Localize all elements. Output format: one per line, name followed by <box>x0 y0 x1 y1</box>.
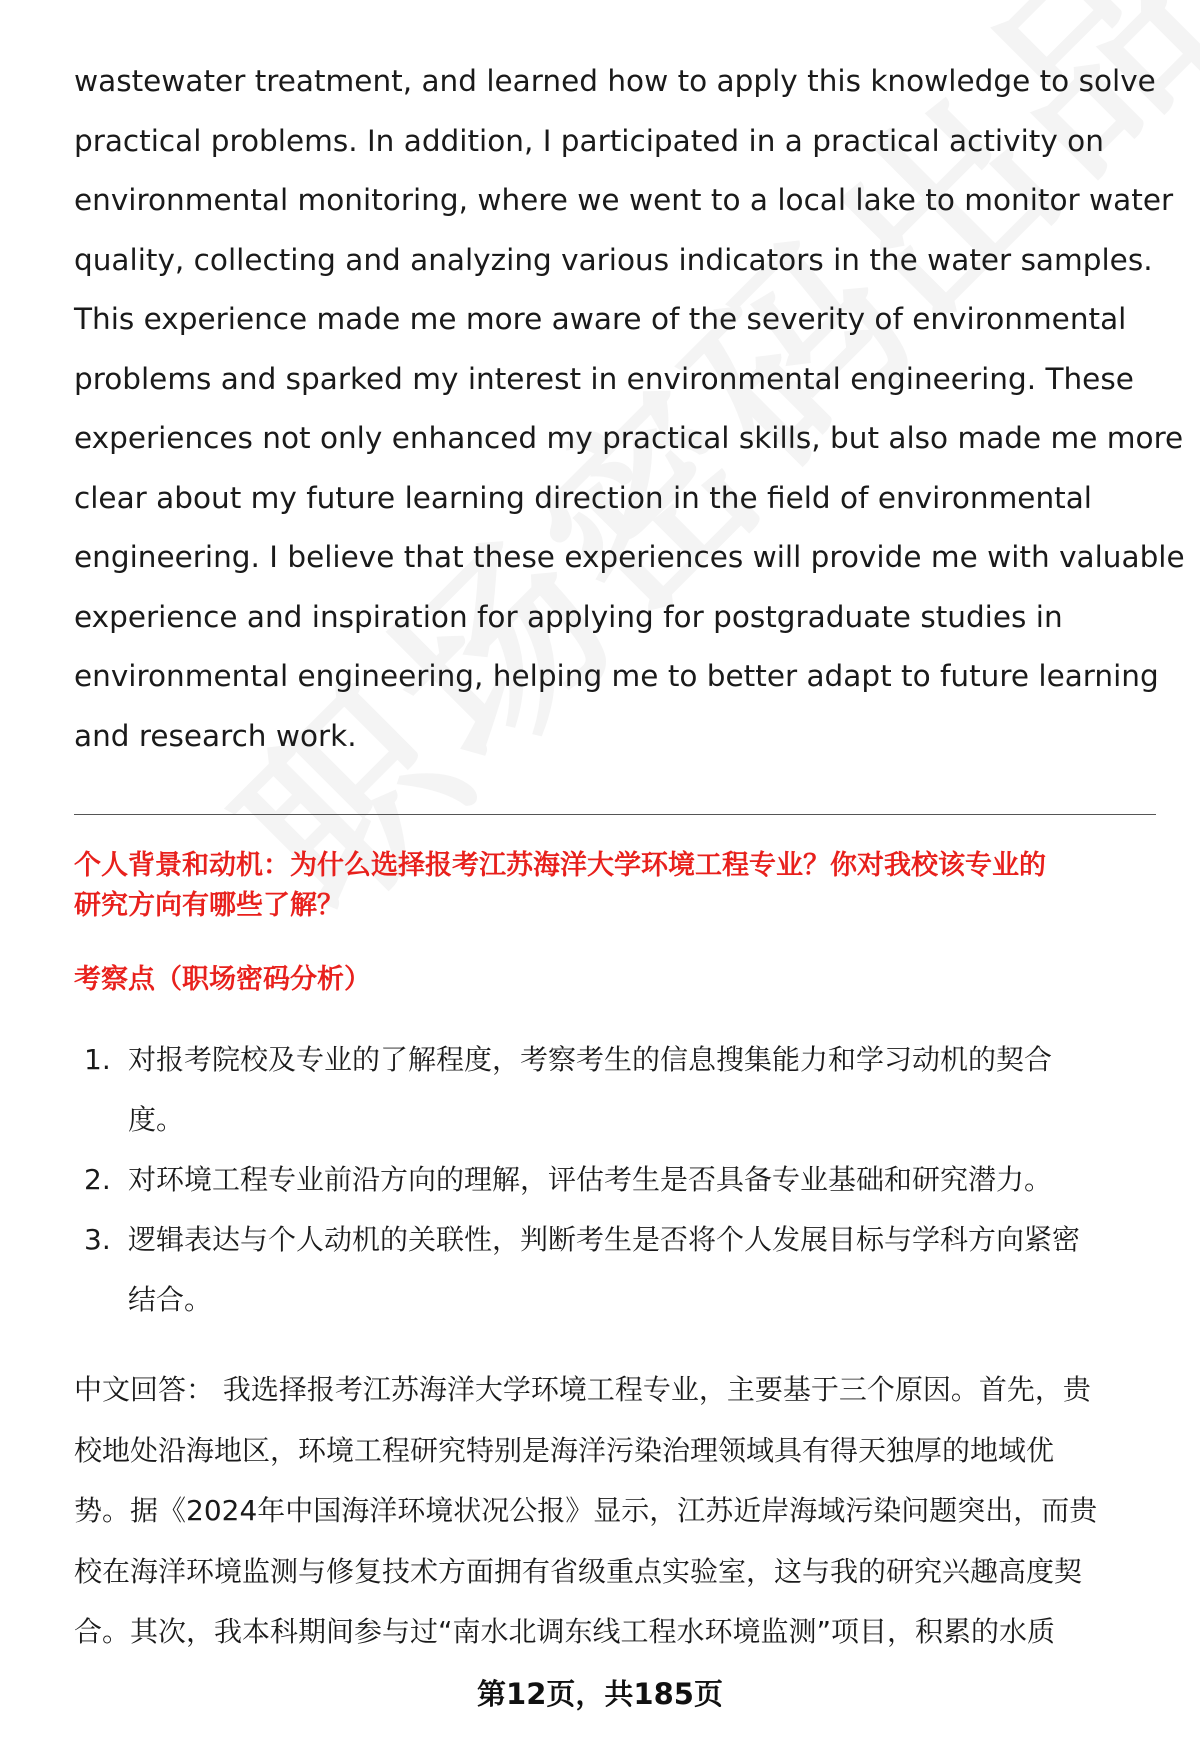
list-number: 3. <box>84 1223 111 1256</box>
list-item-line: 对报考院校及专业的了解程度，考察考生的信息搜集能力和学习动机的契合 <box>128 1043 1053 1076</box>
text-line: 校地处沿海地区，环境工程研究特别是海洋污染治理领域具有得天独厚的地域优 <box>74 1433 1055 1467</box>
text-line: practical problems. In addition, I participated in a practical activity on <box>74 123 1104 158</box>
list-item <box>74 1150 1164 1210</box>
question-line: 个人背景和动机：为什么选择报考江苏海洋大学环境工程专业？你对我校该专业的 <box>74 850 1046 881</box>
list-number: 1. <box>84 1043 111 1076</box>
chinese-answer-paragraph <box>74 1360 1164 1663</box>
text-line: engineering. I believe that these experiences will provide me with valuable <box>74 540 1185 574</box>
text-line: 中文回答： 我选择报考江苏海洋大学环境工程专业，主要基于三个原因。首先，贵 <box>74 1373 1091 1406</box>
text-line: environmental engineering, helping me to better adapt to future learning <box>74 659 1159 693</box>
text-line: 势。据《2024年中国海洋环境状况公报》显示，江苏近岸海域污染问题突出，而贵 <box>74 1494 1098 1527</box>
text-line: experience and inspiration for applying for postgraduate studies in <box>74 599 1063 634</box>
list-number: 2. <box>84 1163 111 1196</box>
assessment-points-list <box>74 1030 1164 1330</box>
analysis-subheading: 考察点（职场密码分析） <box>74 964 371 995</box>
text-line: and research work. <box>74 718 357 753</box>
section-divider <box>74 814 1156 815</box>
list-item <box>74 1210 1164 1330</box>
text-line: quality, collecting and analyzing various indicators in the water samples. <box>74 242 1153 277</box>
text-line: 校在海洋环境监测与修复技术方面拥有省级重点实验室，这与我的研究兴趣高度契 <box>74 1554 1083 1588</box>
question-heading <box>74 846 1164 926</box>
text-line: wastewater treatment, and learned how to apply this knowledge to solve <box>74 64 1156 98</box>
text-line: 合。其次，我本科期间参与过“南水北调东线工程水环境监测”项目，积累的水质 <box>74 1615 1056 1648</box>
list-item-line: 逻辑表达与个人动机的关联性，判断考生是否将个人发展目标与学科方向紧密 <box>128 1223 1081 1256</box>
question-line: 研究方向有哪些了解？ <box>74 890 344 921</box>
text-line: problems and sparked my interest in environmental engineering. These <box>74 361 1134 396</box>
list-item-line: 结合。 <box>128 1283 213 1316</box>
text-line: clear about my future learning direction in the field of environmental <box>74 480 1092 515</box>
list-item <box>74 1030 1164 1150</box>
english-paragraph <box>74 52 1185 766</box>
text-line: environmental monitoring, where we went to a local lake to monitor water <box>74 183 1174 217</box>
list-item-line: 对环境工程专业前沿方向的理解，评估考生是否具备专业基础和研究潜力。 <box>128 1163 1053 1196</box>
text-line: experiences not only enhanced my practical skills, but also made me more <box>74 421 1184 455</box>
text-line: This experience made me more aware of the severity of environmental <box>74 302 1127 336</box>
list-item-line: 度。 <box>128 1103 185 1136</box>
page-number-footer: 第12页，共185页 <box>477 1677 723 1711</box>
